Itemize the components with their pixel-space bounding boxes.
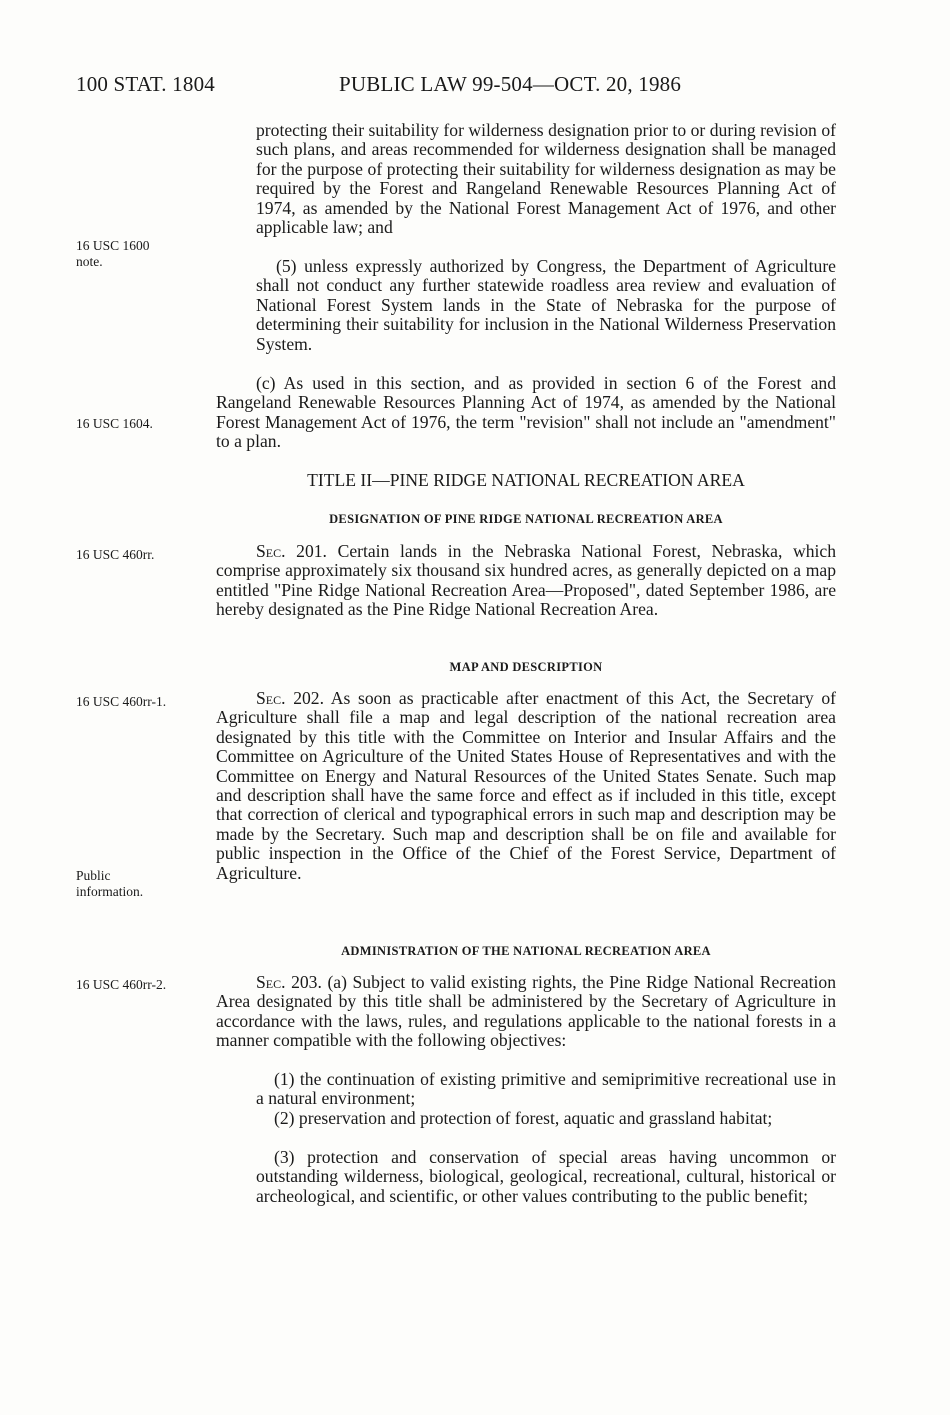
- section-203: [216, 973, 836, 1051]
- margin-note: 16 USC 460rr.: [76, 547, 155, 562]
- objective-1: (1) the continuation of existing primitive and semiprimitive recreational use in a natural environment;: [256, 1069, 836, 1109]
- title-ii: TITLE II—PINE RIDGE NATIONAL RECREATION AREA: [307, 470, 745, 490]
- section-201: [216, 542, 836, 620]
- section-202: [216, 689, 836, 883]
- item-5: (5) unless expressly authorized by Congress, the Department of Agriculture shall not conduct any further statewide roadless area review and evaluation of National Forest System lands in the State of Nebraska for the purpose of determining their suitability for inclusion in the National Wilderness Preservation System.: [256, 256, 836, 354]
- section-heading: MAP AND DESCRIPTION: [449, 660, 603, 674]
- margin-note: 16 USC 1600 note.: [76, 238, 150, 269]
- page-header: [76, 72, 836, 102]
- section-heading: ADMINISTRATION OF THE NATIONAL RECREATION AREA: [341, 944, 711, 958]
- section-text: Certain lands in the Nebraska National Forest, Nebraska, which comprise approximately six thousand six hundred acres, as generally depicted on a map entitled "Pine Ridge National Recreation Area—Proposed", dated September 1986, are hereby designated as the Pine Ridge National Recreation Area.: [216, 541, 836, 620]
- public-law-reference: PUBLIC LAW 99-504—OCT. 20, 1986: [339, 72, 682, 96]
- section-label: Sec. 202.: [256, 688, 325, 708]
- margin-note: 16 USC 460rr-1.: [76, 694, 167, 709]
- section-label: Sec. 201.: [256, 541, 327, 561]
- objective-2: (2) preservation and protection of forest, aquatic and grassland habitat;: [274, 1108, 773, 1128]
- section-label: Sec. 203.: [256, 972, 322, 992]
- margin-note: 16 USC 460rr-2.: [76, 977, 167, 992]
- section-text: As soon as practicable after enactment of this Act, the Secretary of Agriculture shall file a map and legal description of the national recreation area designated by this title with the Committee on Interior and Insular Affairs and the Committee on Agriculture of the United States House of Representatives and with the Committee on Energy and Natural Resources of the United States Senate. Such map and description shall have the same force and effect as if included in this title, except that correction of clerical and typographical errors in such map and description may be made by the Secretary. Such map and description shall be on file and available for public inspection in the Office of the Chief of the Forest Service, Department of Agriculture.: [216, 688, 836, 883]
- subsection-c: (c) As used in this section, and as provided in section 6 of the Forest and Rangeland Renewable Resources Planning Act of 1974, as amended by the National Forest Management Act of 1976, the term "revision" shall not include an "amendment" to a plan.: [216, 373, 836, 452]
- stat-reference: 100 STAT. 1804: [76, 72, 215, 96]
- margin-note: Public information.: [76, 868, 144, 899]
- objective-3: (3) protection and conservation of special areas having uncommon or outstanding wilderness, biological, geological, recreational, cultural, historical or archeological, and scientific, or other values contributing to the public benefit;: [256, 1147, 836, 1206]
- margin-note: 16 USC 1604.: [76, 416, 153, 431]
- continued-paragraph: protecting their suitability for wilderness designation prior to or during revision of such plans, and areas recommended for wilderness designation shall be managed for the purpose of protecting their suitability for wilderness designation as may be required by the Forest and Rangeland Renewable Resources Planning Act of 1974, as amended by the National Forest Management Act of 1976, and other applicable law; and: [256, 120, 836, 238]
- section-heading: DESIGNATION OF PINE RIDGE NATIONAL RECREATION AREA: [329, 512, 723, 526]
- section-text: (a) Subject to valid existing rights, the Pine Ridge National Recreation Area designated by this title shall be administered by the Secretary of Agriculture in accordance with the laws, rules, and regulations applicable to the national forests in a manner compatible with the following objectives:: [216, 972, 836, 1051]
